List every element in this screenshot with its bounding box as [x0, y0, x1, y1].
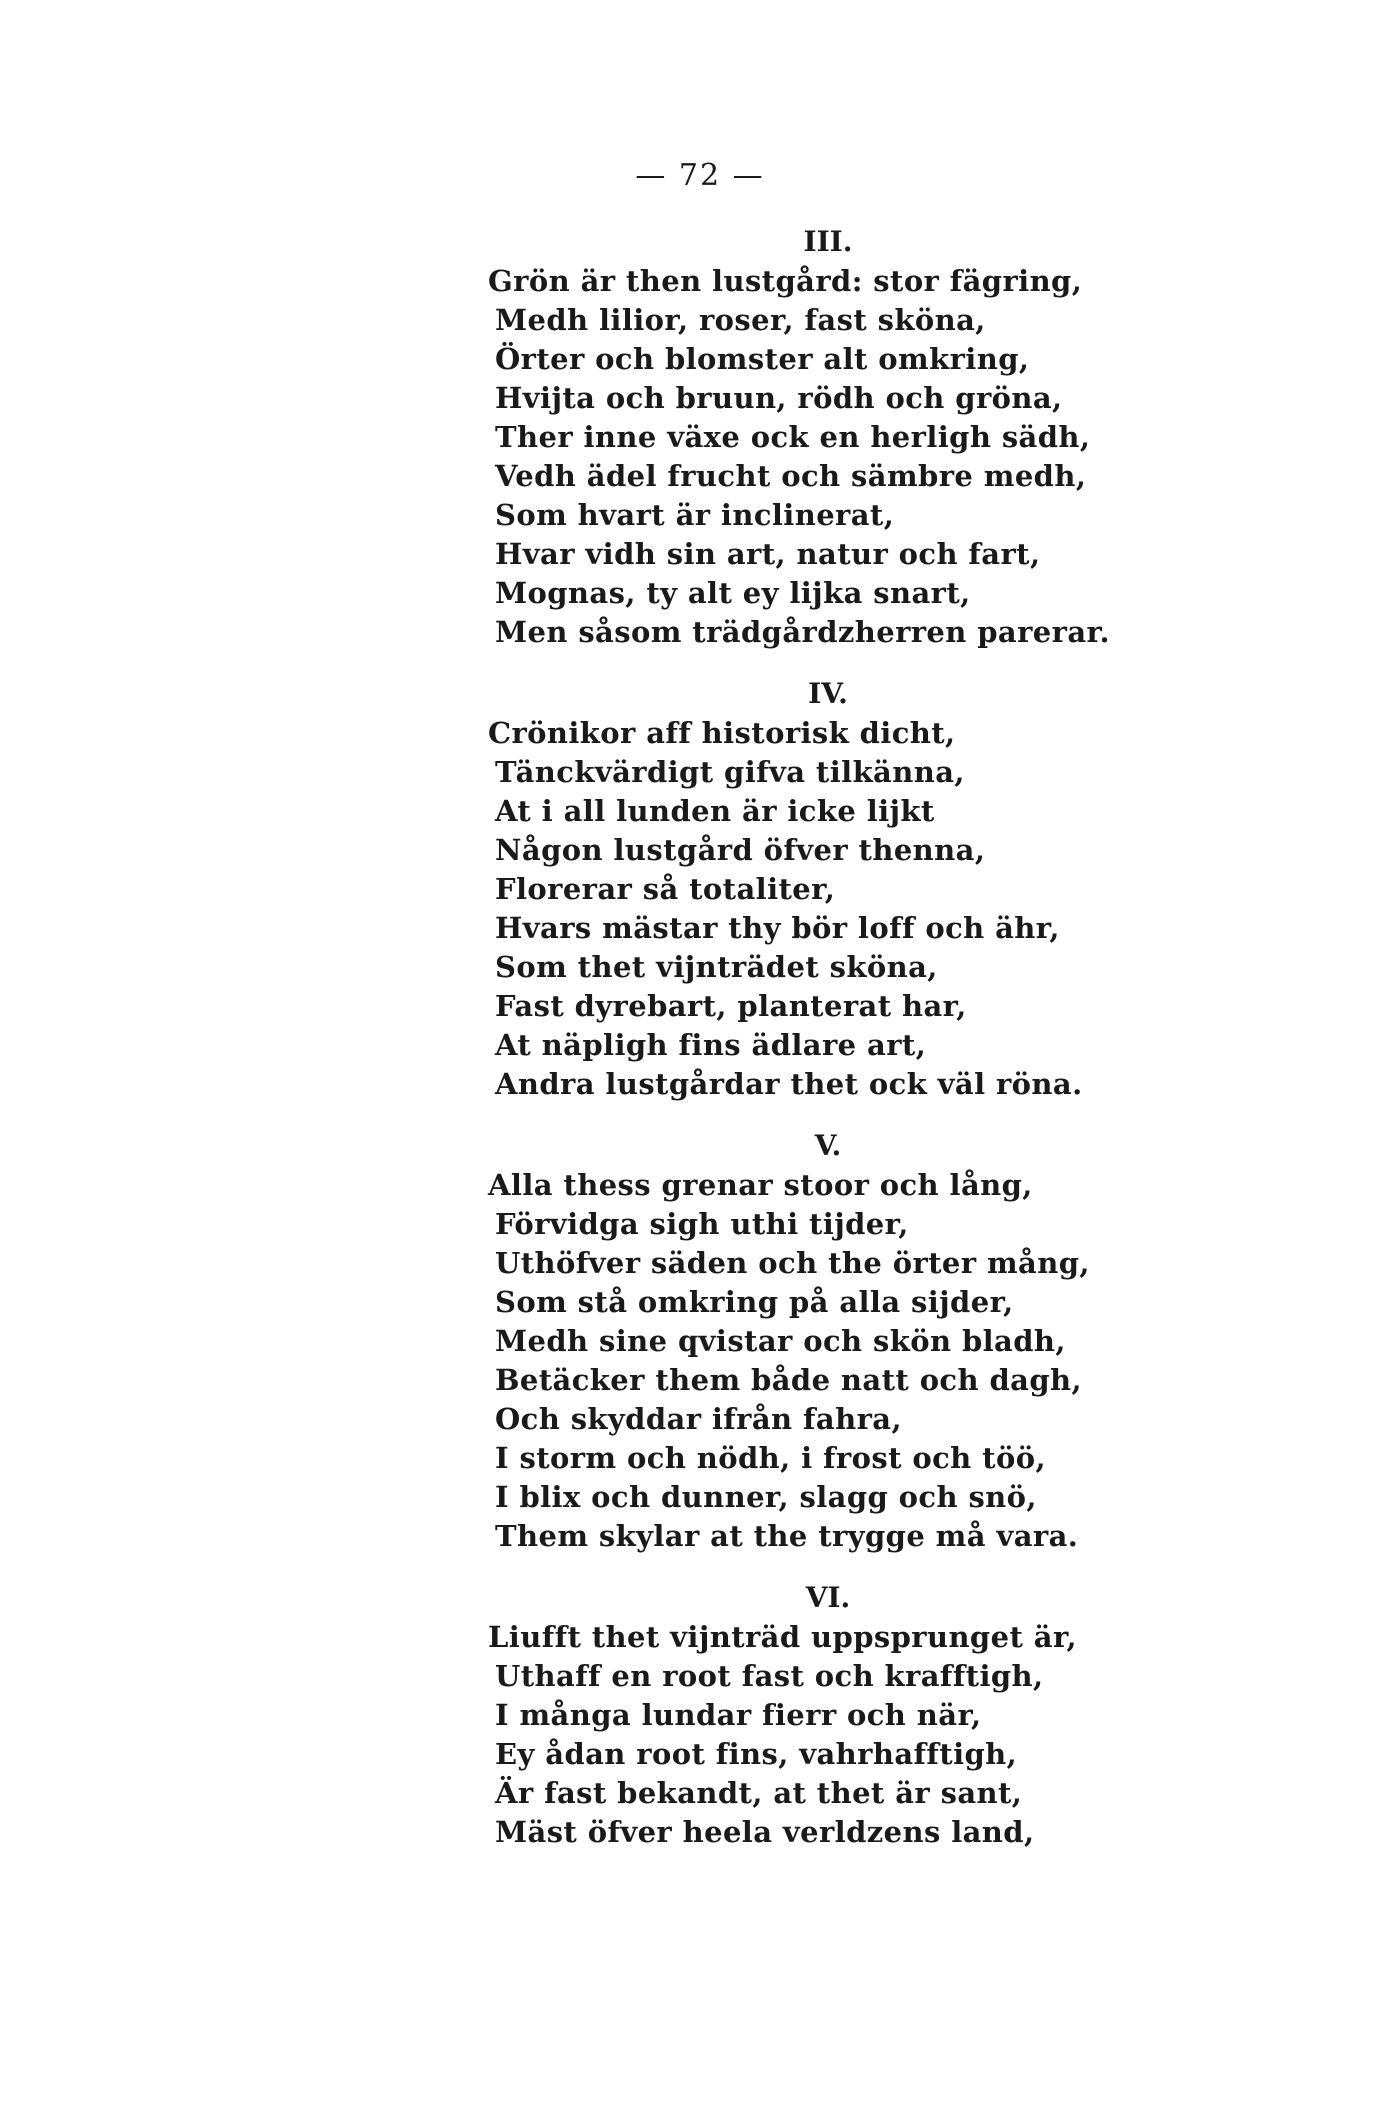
page-number: — 72 — [635, 158, 765, 193]
verse-line: Hvar vidh sin art, natur och fart, [495, 537, 1041, 571]
verse-line: Medh sine qvistar och skön bladh, [495, 1324, 1066, 1358]
verse-line: Men såsom trädgårdzherren parerar. [495, 615, 1111, 649]
verse-line: I många lundar fierr och när, [495, 1698, 982, 1732]
verse-line: Liufft thet vijnträd uppsprunget är, [488, 1620, 1078, 1654]
stanza-numeral: IV. [808, 677, 848, 710]
verse-line: Uthaff en root fast och krafftigh, [495, 1659, 1044, 1693]
verse-line: Förvidga sigh uthi tijder, [495, 1207, 909, 1241]
verse-line: Hvars mästar thy bör loff och ähr, [495, 911, 1060, 945]
verse-line: Som thet vijnträdet sköna, [495, 950, 938, 984]
verse-line: Är fast bekandt, at thet är sant, [495, 1776, 1023, 1810]
verse-line: Hvijta och bruun, rödh och gröna, [495, 381, 1063, 415]
verse-line: Betäcker them både natt och dagh, [495, 1363, 1082, 1397]
verse-line: Medh lilior, roser, fast sköna, [495, 303, 986, 337]
verse-line: At näpligh fins ädlare art, [495, 1028, 927, 1062]
verse-line: Ther inne växe ock en herligh sädh, [495, 420, 1091, 454]
stanza-3 [488, 222, 1111, 652]
verse-line: Örter och blomster alt omkring, [495, 342, 1030, 376]
verse-line: Fast dyrebart, planterat har, [495, 989, 967, 1023]
verse-line: Uthöfver säden och the örter mång, [495, 1246, 1090, 1280]
verse-line: Mognas, ty alt ey lijka snart, [495, 576, 971, 610]
stanza-6 [488, 1578, 1108, 1852]
verse-line: Som hvart är inclinerat, [495, 498, 895, 532]
verse-line: Grön är then lustgård: stor fägring, [488, 264, 1083, 298]
verse-line: Vedh ädel frucht och sämbre medh, [495, 459, 1087, 493]
stanza-4 [488, 674, 1108, 1104]
poem [488, 222, 1111, 1874]
verse-line: Som stå omkring på alla sijder, [495, 1285, 1014, 1319]
verse-line: Florerar så totaliter, [495, 872, 836, 906]
verse-line: Andra lustgårdar thet ock väl röna. [495, 1067, 1083, 1101]
verse-line: Och skyddar ifrån fahra, [495, 1402, 902, 1436]
stanza-numeral: VI. [805, 1581, 851, 1614]
verse-line: I blix och dunner, slagg och snö, [495, 1480, 1037, 1514]
stanza-5 [488, 1126, 1108, 1556]
verse-line: Crönikor aff historisk dicht, [488, 716, 956, 750]
verse-line: Någon lustgård öfver thenna, [495, 833, 986, 867]
verse-line: Tänckvärdigt gifva tilkänna, [495, 755, 965, 789]
stanza-numeral: V. [814, 1129, 842, 1162]
verse-line: I storm och nödh, i frost och töö, [495, 1441, 1046, 1475]
stanza-numeral: III. [803, 225, 853, 258]
verse-line: Mäst öfver heela verldzens land, [495, 1815, 1035, 1849]
verse-line: Them skylar at the trygge må vara. [495, 1519, 1079, 1553]
verse-line: At i all lunden är icke lijkt [495, 794, 935, 828]
verse-line: Alla thess grenar stoor och lång, [488, 1168, 1033, 1202]
verse-line: Ey ådan root fins, vahrhafftigh, [495, 1737, 1018, 1771]
